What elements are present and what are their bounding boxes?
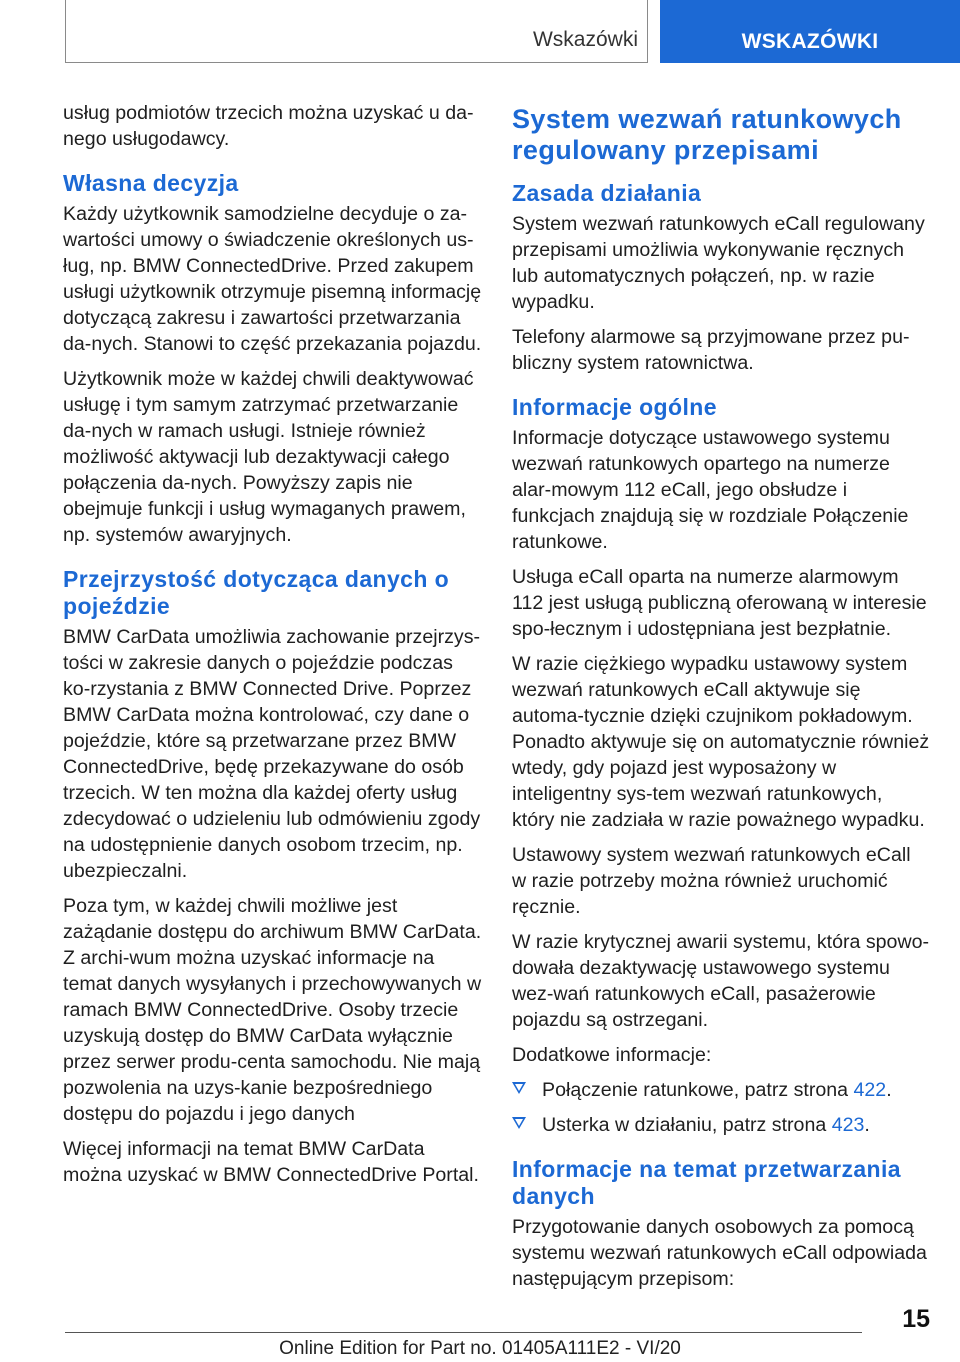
paragraph: Dodatkowe informacje:: [512, 1044, 712, 1066]
list-item-text: Połączenie ratunkowe, patrz strona: [542, 1079, 854, 1101]
triangle-bullet-icon: [512, 1117, 526, 1129]
triangle-bullet-icon: [512, 1082, 526, 1094]
heading-system-wezwan: System wezwań ratunkowych regulowany przepisami: [512, 104, 902, 165]
list-item-end: .: [864, 1114, 870, 1136]
heading-informacje-ogolne: Informacje ogólne: [512, 394, 717, 420]
paragraph: Informacje dotyczące ustawowego systemu wezwań ratunkowych opartego na numerze alar-mowym 112 eCall, jego obsłudze i funkcjach znajdują się w rozdziale Połączenie ratunkowe.: [512, 427, 909, 553]
footer-divider: [65, 1332, 862, 1333]
list-item-end: .: [886, 1079, 892, 1101]
paragraph: Przygotowanie danych osobowych za pomocą systemu wezwań ratunkowych eCall odpowiada następującym przepisom:: [512, 1216, 927, 1290]
paragraph: Usługa eCall oparta na numerze alarmowym 112 jest usługą publiczną oferowaną w interesie spo-łecznym i udostępniana jest bezpłatnie.: [512, 566, 927, 640]
paragraph: Użytkownik może w każdej chwili deaktywować usługę i tym samym zatrzymać przetwarzanie da-nych w ramach usługi. Istnieje również możliwość aktywacji lub dezaktywacji całego połączenia da-nych. Powyższy zapis nie obejmuje funkcji i usług wymaganych prawem, np. systemów awaryjnych.: [63, 368, 474, 546]
footer-edition-text: Online Edition for Part no. 01405A111E2 - VI/20: [279, 1338, 681, 1359]
heading-przejrzystosc: Przejrzystość dotycząca danych o pojeździe: [63, 566, 450, 619]
right-column: [512, 100, 930, 1301]
list-item: [512, 1077, 930, 1103]
paragraph: BMW CarData umożliwia zachowanie przejrzys-tości w zakresie danych o pojeździe podczas ko-rzystania z BMW Connected Drive. Poprzez BMW CarData można kontrolować, czy dane o pojeździe, które są przetwarzane przez BMW ConnectedDrive, będę przekazywane do osób trzecich. W ten można dla każdej oferty usług zdecydować o udzieleniu lub odmówieniu zgody na udostępnienie danych osobom trzecim, np. ubezpieczalni.: [63, 626, 481, 882]
paragraph: Każdy użytkownik samodzielne decyduje o za-wartości umowy o świadczenie określonych us-ług, np. BMW ConnectedDrive. Przed zakupem usługi użytkownik otrzymuje pisemną informację dotyczącą zakresu i zawartości przetwarzania da-nych. Stanowi to część przekazania pojazdu.: [63, 203, 482, 355]
page-link-423[interactable]: 423: [831, 1114, 865, 1136]
paragraph: Ustawowy system wezwań ratunkowych eCall w razie potrzeby można również uruchomić ręcznie.: [512, 844, 911, 918]
page-link-422[interactable]: 422: [853, 1079, 887, 1101]
paragraph: System wezwań ratunkowych eCall regulowany przepisami umożliwia wykonywanie ręcznych lub automatycznych połączeń, np. w razie wypadku.: [512, 213, 925, 313]
header-chapter-tab[interactable]: WSKAZÓWKI: [660, 0, 960, 63]
heading-zasada-dzialania: Zasada działania: [512, 180, 702, 206]
paragraph: W razie ciężkiego wypadku ustawowy system wezwań ratunkowych eCall aktywuje się automa-tycznie dzięki czujnikom pokładowym. Ponadto aktywuje się on automatycznie również wtedy, gdy pojazd jest wyposażony w inteligentny sys-tem wezwań ratunkowych, który nie zadziała w razie poważnego wypadku.: [512, 653, 930, 831]
header-section-title: Wskazówki: [532, 28, 638, 51]
heading-wlasna-decyzja: Własna decyzja: [63, 170, 239, 196]
list-item-text: Usterka w działaniu, patrz strona: [542, 1114, 832, 1136]
paragraph: usług podmiotów trzecich można uzyskać u da-nego usługodawcy.: [63, 102, 474, 150]
page-number: 15: [902, 1305, 930, 1333]
additional-info-list: [512, 1077, 930, 1138]
paragraph: Telefony alarmowe są przyjmowane przez pu-bliczny system ratownictwa.: [512, 326, 910, 374]
paragraph: Więcej informacji na temat BMW CarData można uzyskać w BMW ConnectedDrive Portal.: [63, 1138, 479, 1186]
left-column: [63, 100, 483, 1197]
paragraph: W razie krytycznej awarii systemu, która spowo-dowała dezaktywację ustawowego systemu wez-wań ratunkowych eCall, pasażerowie pojazdu są ostrzegani.: [512, 931, 930, 1031]
paragraph: Poza tym, w każdej chwili możliwe jest zażądanie dostępu do archiwum BMW CarData. Z archi-wum można uzyskać informacje na temat danych wysyłanych i przechowywanych w ramach BMW ConnectedDrive. Osoby trzecie uzyskują dostęp do BMW CarData wyłącznie przez serwer produ-centa samochodu. Nie mają pozwolenia na uzys-kanie bezpośredniego dostępu do pojazdu i jego danych: [63, 895, 482, 1125]
heading-przetwarzanie-danych: Informacje na temat przetwarzania danych: [512, 1156, 901, 1209]
list-item: [512, 1112, 930, 1138]
